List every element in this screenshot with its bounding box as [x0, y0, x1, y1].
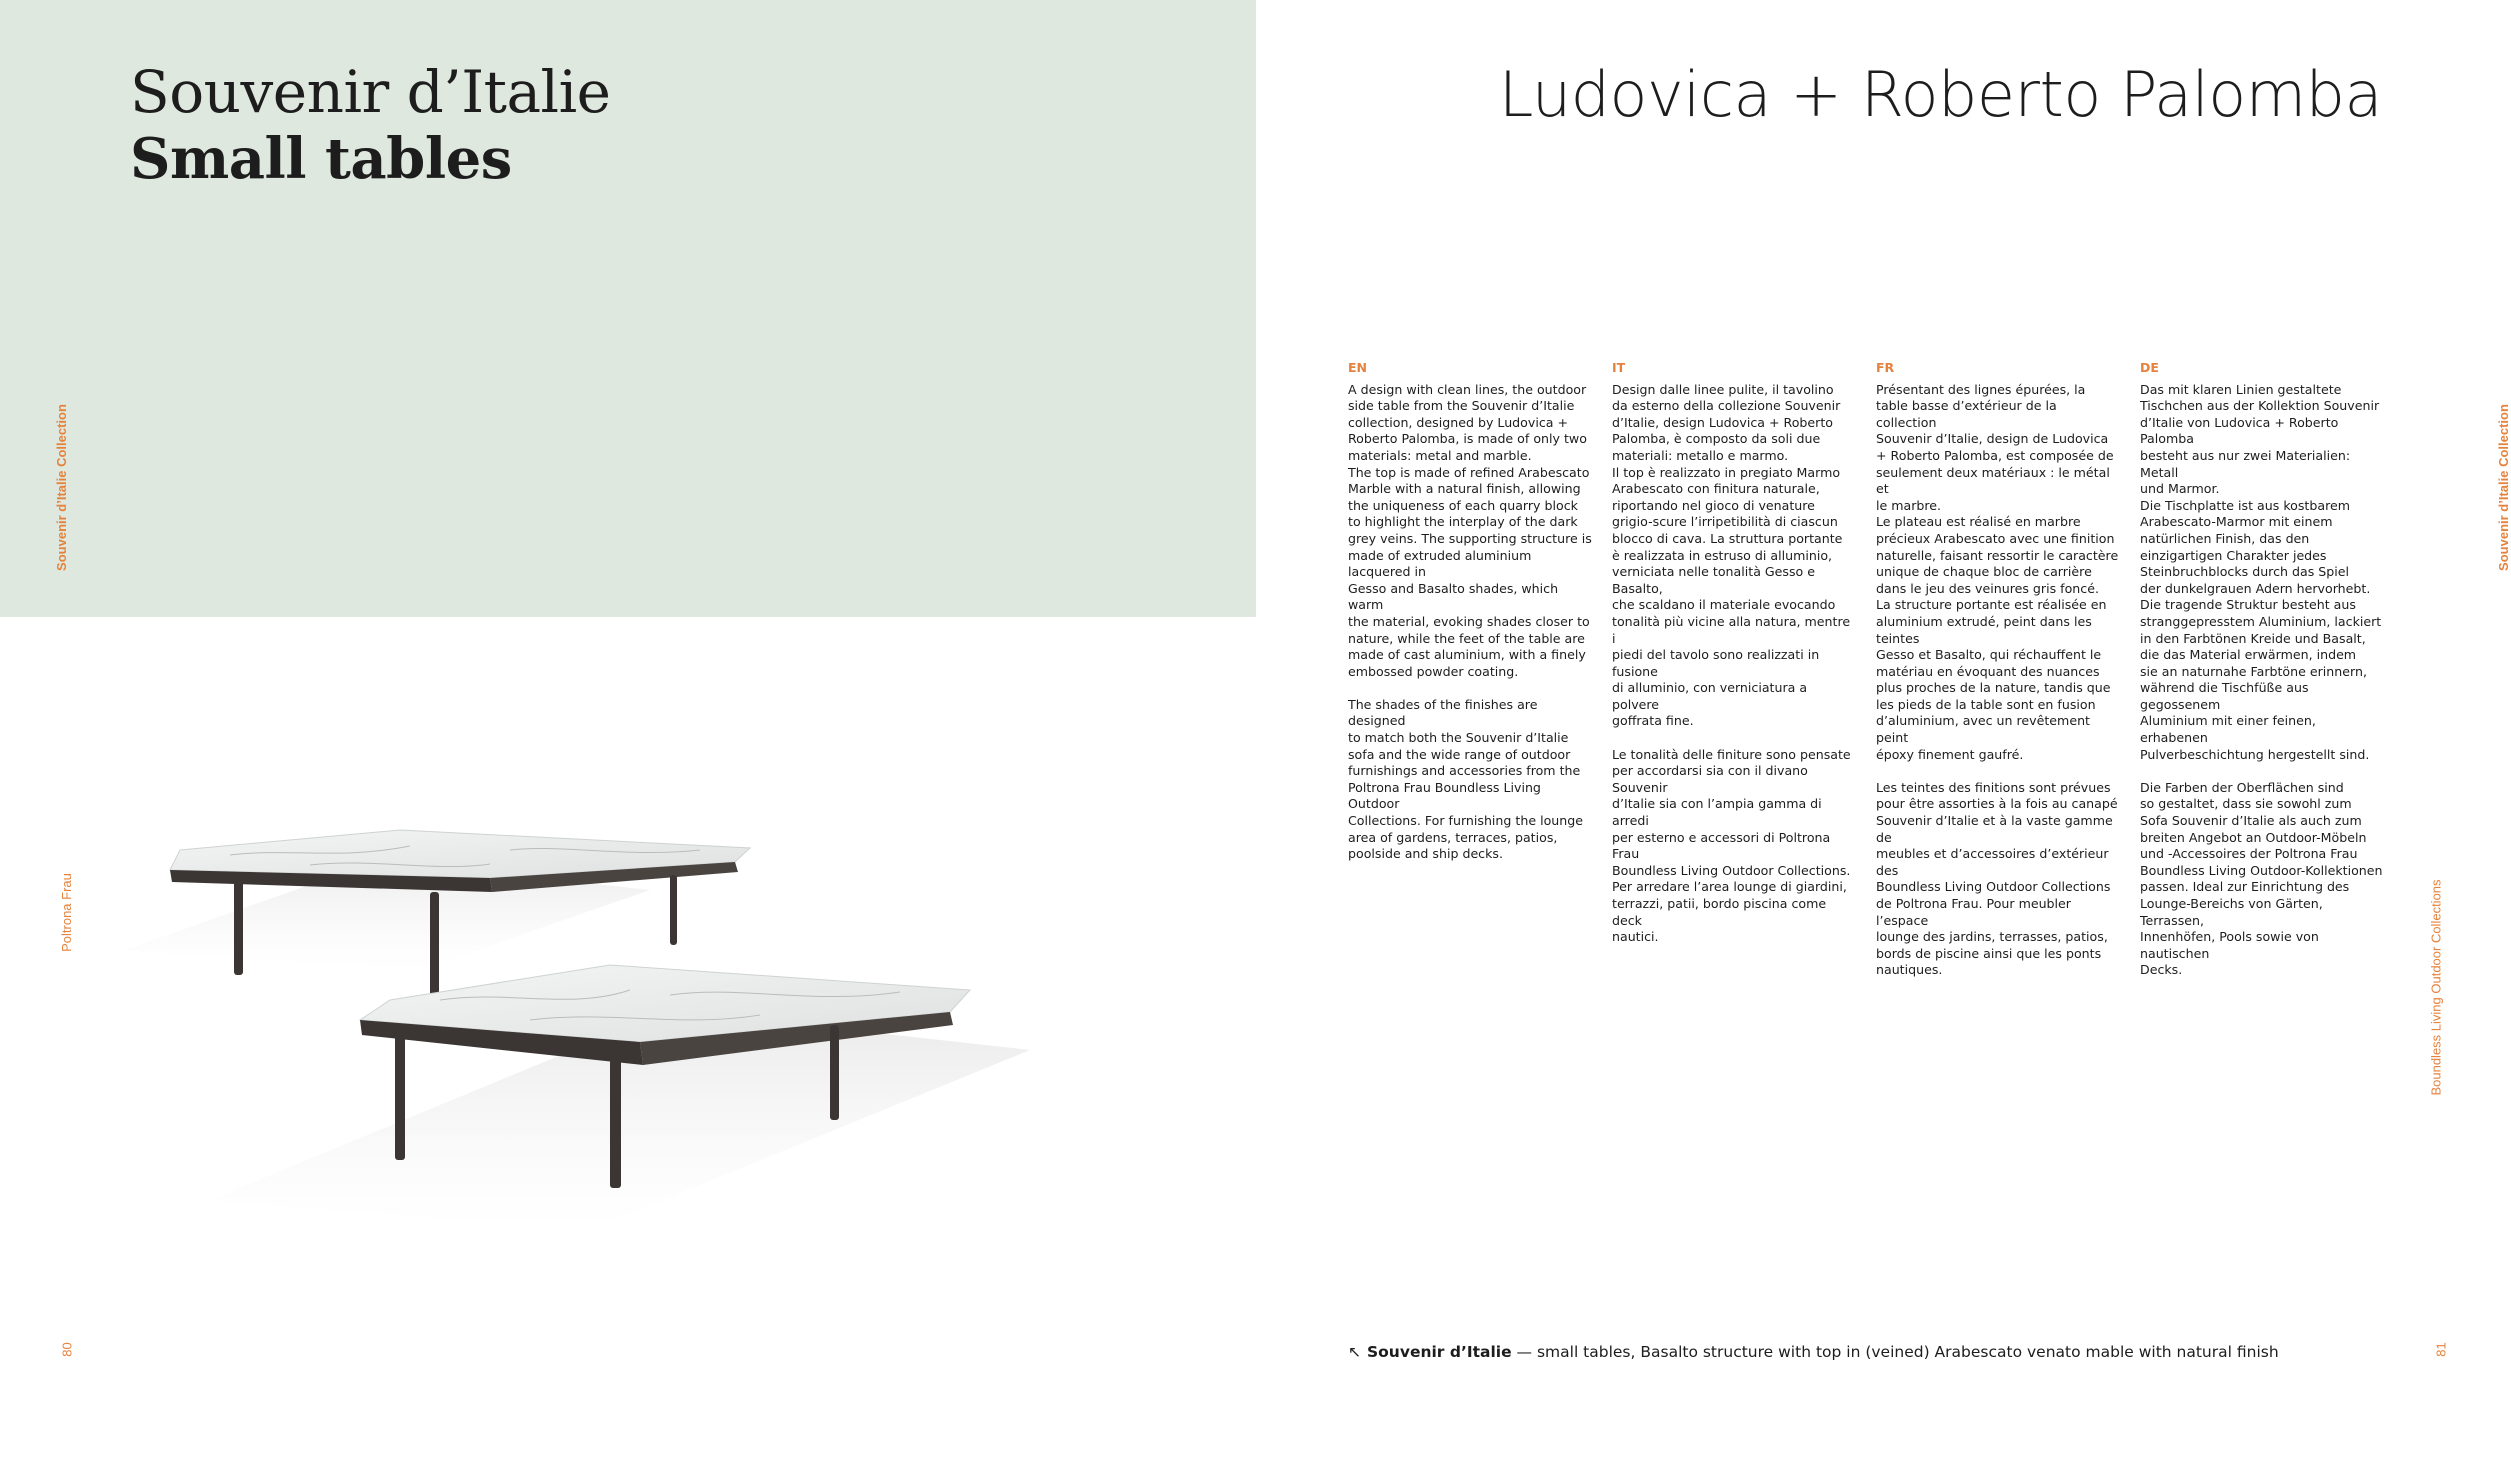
paragraph: Le tonalità delle finiture sono pensate per accordarsi sia con il divano Souvenir d’Italie sia con l’ampia gamma di arredi per esterno e accessori di Poltrona Frau Boundless Living Outdoor Collections. Per arredare l’area lounge di giardini, terrazzi, patii, bordo piscina come deck nautici. [1612, 746, 1851, 945]
paragraph: A design with clean lines, the outdoor side table from the Souvenir d’Italie collection, designed by Ludovica + Roberto Palomba, is made of only two materials: metal and marble. The top is made of refined Arabescato Marble with a natural finish, allowing the uniqueness of each quarry block to highlight the interplay of the dark grey veins. The supporting structure is made of extruded aluminium lacquered in Gesso and Basalto shades, which warm the material, evoking shades closer to nature, while the feet of the table are made of cast aluminium, with a finely embossed powder coating. [1348, 381, 1592, 679]
product-photo [110, 820, 1190, 1290]
text-column-de [2140, 360, 2385, 996]
paragraph: Présentant des lignes épurées, la table basse d’extérieur de la collection Souvenir d’Italie, design de Ludovica + Roberto Palomba, est composée de seulement deux matériaux : le métal et le marbre. Le plateau est réalisé en marbre précieux Arabescato avec une finition naturelle, faisant ressortir le caractère unique de chaque bloc de carrière dans le jeu des veinures gris foncé. La structure portante est réalisée en aluminium extrudé, peint dans les teintes Gesso et Basalto, qui réchauffent le matériau en évoquant des nuances plus proches de la nature, tandis que les pieds de la table sont en fusion d’aluminium, avec un revêtement peint époxy finement gaufré. [1876, 381, 2119, 762]
paragraph: Die Farben der Oberflächen sind so gestaltet, dass sie sowohl zum Sofa Souvenir d’Italie als auch zum breiten Angebot an Outdoor-Möbeln und -Accessoires der Poltrona Frau Boundless Living Outdoor-Kollektionen passen. Ideal zur Einrichtung des Lounge-Bereichs von Gärten, Terrassen, Innenhöfen, Pools sowie von nautischen Decks. [2140, 779, 2383, 978]
paragraph: The shades of the finishes are designed to match both the Souvenir d’Italie sofa and the wide range of outdoor furnishings and accessories from the Poltrona Frau Boundless Living Outdoor Collections. For furnishing the lounge area of gardens, terraces, patios, poolside and ship decks. [1348, 696, 1583, 862]
lang-label-de: DE [2140, 360, 2159, 375]
side-label-collection-left: Souvenir d’Italie Collection [53, 404, 69, 571]
text-column-it [1612, 360, 1857, 962]
lang-label-en: EN [1348, 360, 1368, 375]
lang-label-it: IT [1612, 360, 1626, 375]
paragraph: Das mit klaren Linien gestaltete Tischchen aus der Kollektion Souvenir d’Italie von Ludovica + Roberto Palomba besteht aus nur zwei Materialien: Metall und Marmor. Die Tischplatte ist aus kostbarem Arabescato-Marmor mit einem natürlichen Finish, das den einzigartigen Charakter jedes Steinbruchblocks durch das Spiel der dunkelgrauen Adern hervorhebt. Die tragende Struktur besteht aus stranggepresstem Aluminium, lackiert in den Farbtönen Kreide und Basalt, die das Material erwärmen, indem sie an naturnahe Farbtöne erinnern, während die Tischfüße aus gegossenem Aluminium mit einer feinen, erhabenen Pulverbeschichtung hergestellt sind. [2140, 381, 2382, 762]
photo-caption [1348, 1343, 2279, 1361]
side-label-series: Boundless Living Outdoor Collections [2428, 879, 2444, 1096]
page-number-left: 80 [59, 1342, 75, 1357]
paragraph: Design dalle linee pulite, il tavolino da esterno della collezione Souvenir d’Italie, design Ludovica + Roberto Palomba, è composto da soli due materiali: metallo e marmo. Il top è realizzato in pregiato Marmo Arabescato con finitura naturale, riportando nel gioco di venature grigio-scure l’irripetibilità di ciascun blocco di cava. La struttura portante è realizzata in estruso di alluminio, verniciata nelle tonalità Gesso e Basalto, che scaldano il materiale evocando tonalità più vicine alla natura, mentre i piedi del tavolo sono realizzati in fusione di alluminio, con verniciatura a polvere goffrata fine. [1612, 381, 1851, 729]
side-label-brand: Poltrona Frau [58, 873, 74, 952]
side-label-collection-right: Souvenir d’Italie Collection [2495, 404, 2511, 571]
designer-name: Ludovica + Roberto Palomba [1498, 58, 2382, 131]
category-title: Small tables [130, 126, 512, 192]
lang-label-fr: FR [1876, 360, 1895, 375]
page-number-right: 81 [2433, 1342, 2449, 1357]
caption-text: — small tables, Basalto structure with top in (veined) Arabescato venato mable with natural finish [1511, 1343, 2279, 1361]
text-column-fr [1876, 360, 2121, 996]
collection-title: Souvenir d’Italie [130, 58, 611, 126]
text-column-en [1348, 360, 1593, 879]
paragraph: Les teintes des finitions sont prévues pour être assorties à la fois au canapé Souvenir d’Italie et à la vaste gamme de meubles et d’accessoires d’extérieur des Boundless Living Outdoor Collections de Poltrona Frau. Pour meubler l’espace lounge des jardins, terrasses, patios, bords de piscine ainsi que les ponts nautiques. [1876, 779, 2118, 978]
caption-product-name: Souvenir d’Italie [1367, 1343, 1512, 1361]
table-front [210, 965, 1030, 1230]
arrow-up-left-icon: ↖ [1348, 1343, 1361, 1361]
